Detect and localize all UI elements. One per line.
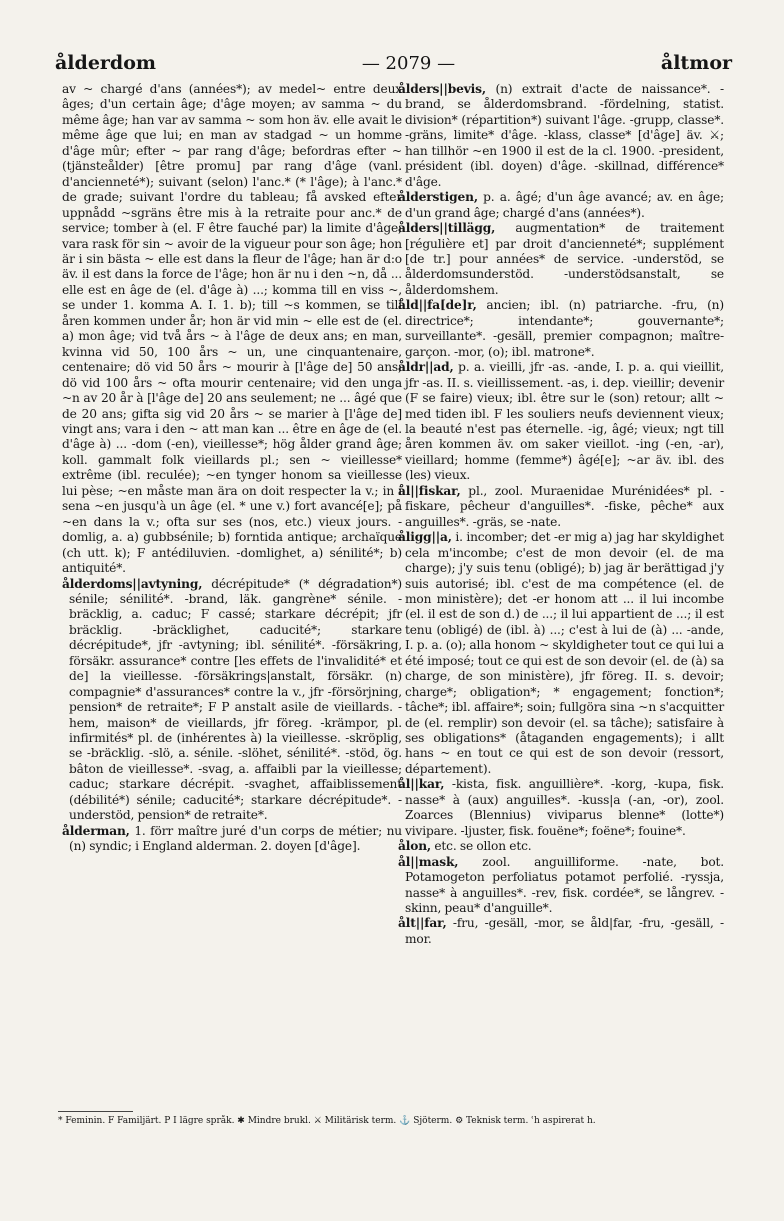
headword: åldr||ad,	[398, 360, 454, 375]
headword: ålderstigen,	[398, 190, 478, 205]
guide-word-right: åltmor	[660, 52, 732, 74]
headword: ålders||bevis,	[398, 82, 486, 96]
dictionary-entry: åligg||a, i. incomber; det -er mig a) jag har skyldighet cela m'incombe; c'est de mon devoir (el. de ma charge); j'y suis tenu (obligé); b) jag är berättigad j'y suis autorisé; ibl. c'est de ma compétence (el. de mon ministère); det -er honom att ... il lui incombe (el. il est de son d.) de ...; il lui appartient de ...; il est tenu (obligé) de (ibl. à) ...; c'est à lui de (à) ... -ande, I. p. a. (o); alla honom ~ skyldigheter tout ce qui lui a été imposé; tout ce qui est de son devoir (el. de (à) sa charge, de son ministère), jfr föreg. II. s. devoir; charge*; obligation*; * engagement; fonction*; tâche*; ibl. affaire*; soin; fullgöra sina ~n s'acquitter de (el. remplir) son devoir (el. sa tâche); satisfaire à ses obligations* (åtaganden engagements); i allt hans ~ en tout ce qui est de son devoir (ressort, département).	[398, 530, 724, 776]
headword: ålon,	[398, 839, 432, 854]
dictionary-entry: ålderdoms||avtyning, décrépitude* (* dégradation*) sénile; sénilité*. -brand, läk. gangrène* sénile. -bräcklig, a. caduc; F cassé; starkare décrépit; jfr bräcklig. -bräcklighet, caducité*; starkare décrépitude*, jfr -avtyning; ibl. sénilité*. -försäkring, försäkr. assurance* contre [les effets de l'invalidité* et de] la vieillesse. -försäkrings|anstalt, försäkr. (n) compagnie* d'assurances* contre la v., jfr -försörjning, pension* de retraite*; F P anstalt asile de vieillards. -hem, maison* de vieillards, jfr föreg. -krämpor, pl. infirmités* pl. de (inhérentes à) la vieillesse. -skröplig, se -bräcklig. -slö, a. sénile. -slöhet, sénilité*. -stöd, ög. bâton de vieillesse*. -svag, a. affaibli par la vieillesse; caduc; starkare décrépit. -svaghet, affaiblissement (débilité*) sénile; caducité*; starkare décrépitude*. -understöd, pension* de retraite*.	[62, 576, 402, 823]
page-number: — 2079 —	[361, 53, 456, 74]
right-column	[398, 82, 724, 947]
page-header	[55, 42, 732, 74]
dictionary-entry: ålders||bevis, (n) extrait d'acte de naissance*. -brand, se ålderdomsbrand. -fördelning, statist. division* (répartition*) suivant l'âge. -grupp, classe*. -gräns, limite* d'âge. -klass, classe* [d'âge] äv. ⚔; han tillhör ~en 1900 il est de la cl. 1900. -president, président (ibl. doyen) d'âge. -skillnad, différence* d'âge.	[398, 82, 724, 189]
headword: ålt||far,	[398, 916, 447, 931]
dictionary-entry: ålt||far, -fru, -gesäll, -mor, se åld|far, -fru, -gesäll, -mor.	[398, 916, 724, 946]
dictionary-entry: ålderstigen, p. a. âgé; d'un âge avancé; av. en âge; d'un grand âge; chargé d'ans (années*).	[398, 190, 724, 220]
headword: åld||fa[de]r,	[398, 298, 477, 313]
dictionary-entry: ål||mask, zool. anguilliforme. -nate, bot. Potamogeton perfoliatus potamot perfolié. -ryssja, nasse* à anguilles*. -rev, fisk. cordée*, se långrev. -skinn, peau* d'anguille*.	[398, 854, 724, 916]
headword: ålderman,	[62, 823, 130, 838]
headword: ålderdoms||avtyning,	[62, 576, 203, 591]
dictionary-entry: åldr||ad, p. a. vieilli, jfr -as. -ande, I. p. a. qui vieillit, jfr -as. II. s. vieillissement. -as, i. dep. vieillir; devenir (F se faire) vieux; ibl. être sur le (son) retour; allt ~ med tiden ibl. F les souliers neufs deviennent vieux; la beauté n'est pas éternelle. -ig, âgé; vieux; ngt till åren kommen äv. om saker vieillot. -ing (-en, -ar), vieillard; homme (femme*) âgé[e]; ~ar äv. ibl. des (les) vieux.	[398, 360, 724, 483]
dictionary-entry: ålderman, 1. förr maître juré d'un corps de métier; nu (n) syndic; i England alderman. 2. doyen [d'âge].	[62, 823, 402, 854]
dictionary-entry: ål||kar, -kista, fisk. anguillière*. -korg, -kupa, fisk. nasse* à (aux) anguilles*. -kuss|a (-an, -or), zool. Zoarces (Blennius) viviparus blenne* (lotte*) vivipare. -ljuster, fisk. fouëne*; foëne*; fouine*.	[398, 777, 724, 838]
dictionary-entry: åld||fa[de]r, ancien; ibl. (n) patriarche. -fru, (n) directrice*; intendante*; gouvernante*; surveillante*. -gesäll, premier compagnon; maître-garçon. -mor, (o); ibl. matrone*.	[398, 298, 724, 359]
headword: åligg||a,	[398, 530, 452, 545]
headword: ål||mask,	[398, 854, 459, 869]
left-column	[62, 82, 402, 855]
headword: ål||kar,	[398, 777, 445, 792]
abbreviation-footnote: * Feminin. F Familjärt. P I lägre språk. ✱ Mindre brukl. ⚔ Militärisk term. ⚓ Sjöterm. ⚙ Teknisk term. ʿh aspirerat h.	[58, 1116, 596, 1126]
dictionary-entry: av ~ chargé d'ans (années*); av medel~ entre deux âges; d'un certain âge; d'âge moyen; av samma ~ du même âge; han var av samma ~ som hon äv. elle avait le même âge que lui; en man av stadgad ~ un homme d'âge mûr; efter ~ par rang d'âge; befordras efter ~ (tjänsteålder) [être promu] par rang d'âge (vanl. d'ancienneté*); suivant (selon) l'anc.* (* l'âge); à l'anc.* de grade; suivant l'ordre du tableau; få avsked efter uppnådd ~sgräns être mis à la retraite pour anc.* de service; tomber à (el. F être fauché par) la limite d'âge; vara rask för sin ~ avoir de la vigueur pour son âge; hon är i sin bästa ~ elle est dans la fleur de l'âge; han är d:o äv. il est dans la force de l'âge; hon är nu i den ~n, då ... elle est en âge de (el. d'âge à) ...; komma till en viss ~, se under 1. komma A. I. 1. b); till ~s kommen, se till åren kommen under år; hon är vid min ~ elle est de (el. a) mon âge; vid två års ~ à l'âge de deux ans; en man, kvinna vid 50, 100 års ~ un, une cinquantenaire, centenaire; dö vid 50 års ~ mourir à [l'âge de] 50 ans; dö vid 100 års ~ ofta mourir centenaire; vid den unga ~n av 20 år à [l'âge de] 20 ans seulement; ne ... âgé que de 20 ans; gifta sig vid 20 års ~ se marier à [l'âge de] vingt ans; vara i den ~ att man kan ... être en âge de (el. d'âge à) ... -dom (-en), vieillesse*; hög ålder grand âge; koll. gammalt folk vieillards pl.; sen ~ vieillesse* extrême (ibl. reculée); ~en tynger honom sa vieillesse lui pèse; ~en måste man ära on doit respecter la v.; in i sena ~en jusqu'à un âge (el. * une v.) fort avancé[e]; på ~en dans la v.; ofta sur ses (nos, etc.) vieux jours. -domlig, a. a) gubbsénile; b) forntida antique; archaïque (ch utt. k); F antédiluvien. -domlighet, a) sénilité*; b) antiquité*.	[62, 82, 402, 576]
dictionary-entry: ål||fiskar, pl., zool. Muraenidae Murénidées* pl. -fiskare, pêcheur d'anguilles*. -fiske, pêche* aux anguilles*. -gräs, se -nate.	[398, 483, 724, 529]
footnote-rule	[58, 1111, 133, 1112]
headword: ålders||tillägg,	[398, 221, 496, 236]
headword: ål||fiskar,	[398, 483, 461, 498]
dictionary-entry: ålders||tillägg, augmentation* de traitement [régulière et] par droit d'ancienneté*; supplément [de tr.] pour années* de service. -understöd, se ålderdomsunderstöd. -understödsanstalt, se ålderdomshem.	[398, 221, 724, 297]
guide-word-left: ålderdom	[55, 52, 156, 74]
dictionary-entry: ålon, etc. se ollon etc.	[398, 839, 532, 854]
